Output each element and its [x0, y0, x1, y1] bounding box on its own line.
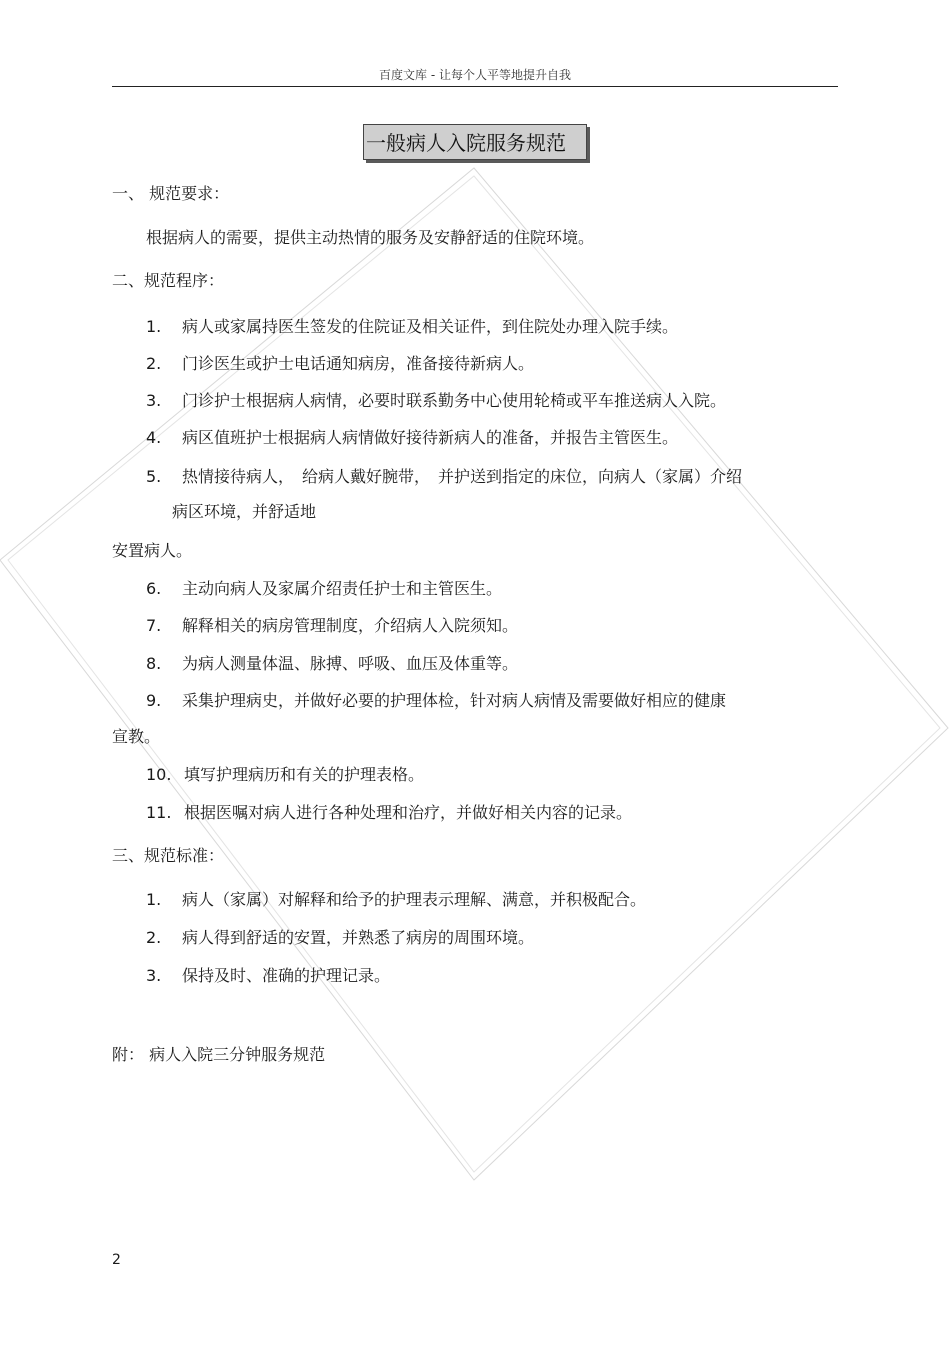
list-item: 2. 门诊医生或护士电话通知病房，准备接待新病人。: [146, 354, 535, 373]
list-item: 3. 保持及时、准确的护理记录。: [146, 966, 391, 985]
list-item: 2. 病人得到舒适的安置，并熟悉了病房的周围环境。: [146, 928, 535, 947]
list-item: 4. 病区值班护士根据病人病情做好接待新病人的准备，并报告主管医生。: [146, 428, 679, 447]
list-item: 6. 主动向病人及家属介绍责任护士和主管医生。: [146, 579, 503, 598]
page-number: 2: [112, 1252, 121, 1268]
page-header: 百度文库 - 让每个人平等地提升自我: [379, 68, 571, 82]
section-1-heading: 一、 规范要求：: [112, 184, 230, 203]
list-item-continuation: 宣教。: [112, 727, 161, 746]
section-1-body: 根据病人的需要，提供主动热情的服务及安静舒适的住院环境。: [146, 228, 595, 247]
list-item-continuation: 安置病人。: [112, 541, 193, 560]
section-2-heading: 二、规范程序：: [112, 271, 225, 290]
list-item: 8. 为病人测量体温、脉搏、呼吸、血压及体重等。: [146, 654, 519, 673]
section-3-heading: 三、规范标准：: [112, 846, 225, 865]
list-item: 3. 门诊护士根据病人病情，必要时联系勤务中心使用轮椅或平车推送病人入院。: [146, 391, 727, 410]
list-item: 7. 解释相关的病房管理制度，介绍病人入院须知。: [146, 616, 519, 635]
list-item-continuation: 病区环境，并舒适地: [172, 502, 317, 521]
list-item: 1. 病人（家属）对解释和给予的护理表示理解、满意，并积极配合。: [146, 890, 647, 909]
list-item: 11. 根据医嘱对病人进行各种处理和治疗，并做好相关内容的记录。: [146, 803, 633, 822]
list-item: 10. 填写护理病历和有关的护理表格。: [146, 765, 425, 784]
list-item: 9. 采集护理病史，并做好必要的护理体检，针对病人病情及需要做好相应的健康: [146, 691, 727, 710]
list-item: 5. 热情接待病人， 给病人戴好腕带， 并护送到指定的床位，向病人（家属）介绍: [146, 467, 743, 486]
document-title: 一般病人入院服务规范: [363, 124, 587, 160]
list-item: 1. 病人或家属持医生签发的住院证及相关证件，到住院处办理入院手续。: [146, 317, 679, 336]
header-rule: [112, 86, 838, 87]
appendix-note: 附： 病人入院三分钟服务规范: [112, 1045, 326, 1064]
